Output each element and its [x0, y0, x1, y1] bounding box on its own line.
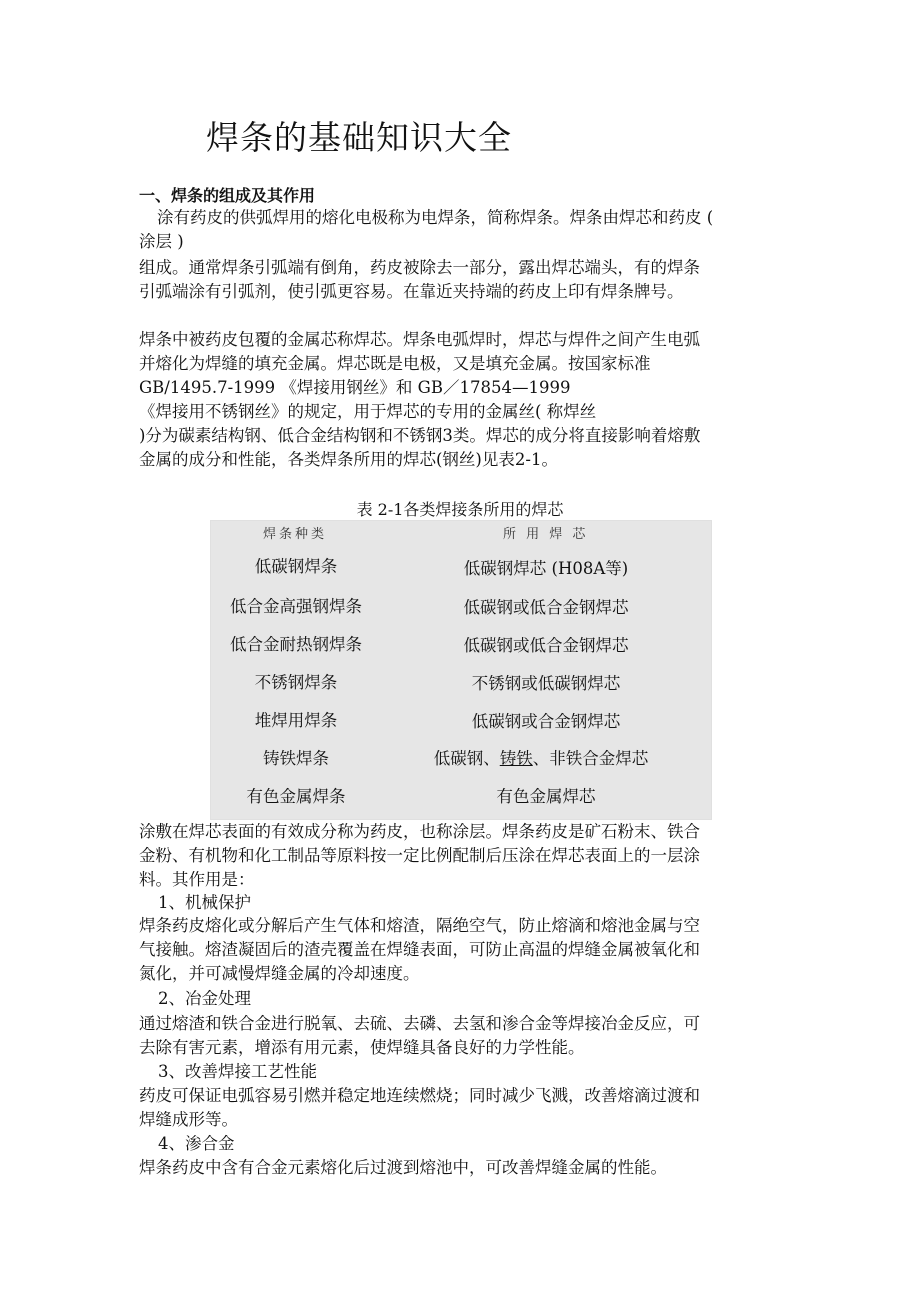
list-item-title: 3、改善焊接工艺性能 [158, 1062, 317, 1081]
paragraph-line: 《焊接用不锈钢丝》的规定，用于焊芯的专用的金属丝( 称焊丝 [139, 402, 597, 421]
paragraph-line: 焊条药皮中含有合金元素熔化后过渡到熔池中，可改善焊缝金属的性能。 [139, 1158, 667, 1177]
table-cell-core-part: 低碳钢、 [433, 749, 500, 768]
paragraph-line: 并熔化为焊缝的填充金属。焊芯既是电极，又是填充金属。按国家标准 [139, 354, 651, 373]
paragraph-line: 金属的成分和性能，各类焊条所用的焊芯(钢丝)见表2-1。 [139, 450, 558, 469]
table-cell-core: 低碳钢或低合金钢焊芯 [463, 636, 629, 655]
welding-core-table [210, 520, 712, 820]
list-item-title: 4、渗合金 [158, 1134, 235, 1153]
table-cell-core [434, 745, 649, 769]
paragraph-line: 气接触。熔渣凝固后的渣壳覆盖在焊缝表面，可防止高温的焊缝金属被氧化和 [139, 940, 700, 959]
table-cell-core: 有色金属焊芯 [496, 787, 596, 806]
table-cell-core: 低碳钢或合金钢焊芯 [471, 712, 621, 731]
table-cell-core: 不锈钢或低碳钢焊芯 [471, 674, 621, 693]
page-title: 焊条的基础知识大全 [206, 118, 512, 157]
table-cell-type: 铸铁焊条 [263, 749, 329, 768]
paragraph-line: 焊条中被药皮包覆的金属芯称焊芯。焊条电弧焊时，焊芯与焊件之间产生电弧 [139, 330, 700, 349]
table-header-type: 焊条种类 [263, 527, 328, 542]
table-cell-type: 低合金耐热钢焊条 [230, 635, 362, 654]
paragraph-line: 通过熔渣和铁合金进行脱氧、去硫、去磷、去氢和渗合金等焊接冶金反应，可 [139, 1014, 700, 1033]
paragraph-line: 去除有害元素，增添有用元素，使焊缝具备良好的力学性能。 [139, 1038, 585, 1057]
paragraph-line: 焊条药皮熔化或分解后产生气体和熔渣，隔绝空气，防止熔滴和熔池金属与空 [139, 916, 700, 935]
paragraph-line: 药皮可保证电弧容易引燃并稳定地连续燃烧；同时减少飞溅，改善熔滴过渡和 [139, 1086, 700, 1105]
list-item-title: 2、冶金处理 [158, 989, 251, 1008]
paragraph-line: 组成。通常焊条引弧端有倒角，药皮被除去一部分，露出焊芯端头，有的焊条 [139, 258, 700, 277]
paragraph-line: 涂层 ) [139, 232, 184, 251]
section-heading: 一、焊条的组成及其作用 [139, 186, 316, 205]
table-header-core: 所 用 焊 芯 [503, 527, 589, 542]
table-cell-type: 低合金高强钢焊条 [230, 597, 362, 616]
paragraph-line: GB/1495.7-1999 《焊接用钢丝》和 GB／17854—1999 [139, 378, 571, 397]
list-item-title: 1、机械保护 [158, 893, 251, 912]
table-cell-core: 低碳钢或低合金钢焊芯 [463, 598, 629, 617]
table-caption: 表 2-1各类焊接条所用的焊芯 [356, 500, 564, 519]
paragraph-line: 氮化，并可减慢焊缝金属的冷却速度。 [139, 964, 420, 983]
table-cell-type: 不锈钢焊条 [254, 673, 338, 692]
paragraph-line: 涂敷在焊芯表面的有效成分称为药皮，也称涂层。焊条药皮是矿石粉末、铁合 [139, 822, 700, 841]
paragraph-line: )分为碳素结构钢、低合金结构钢和不锈钢3类。焊芯的成分将直接影响着熔敷 [139, 426, 701, 445]
paragraph-line: 金粉、有机物和化工制品等原料按一定比例配制后压涂在焊芯表面上的一层涂 [139, 846, 700, 865]
table-cell-core: 低碳钢焊芯 (H08A等) [463, 559, 629, 578]
table-cell-core-part: 、非铁合金焊芯 [532, 749, 649, 768]
paragraph-line: 焊缝成形等。 [139, 1110, 238, 1129]
table-cell-type: 低碳钢焊条 [254, 557, 338, 576]
table-cell-type: 有色金属焊条 [246, 787, 346, 806]
paragraph-line: 引弧端涂有引弧剂，使引弧更容易。在靠近夹持端的药皮上印有焊条牌号。 [139, 282, 684, 301]
table-cell-type: 堆焊用焊条 [254, 711, 338, 730]
cast-iron-link[interactable]: 铸铁 [499, 749, 533, 768]
paragraph-line: 料。其作用是： [139, 870, 255, 889]
paragraph-line: 涂有药皮的供弧焊用的熔化电极称为电焊条，简称焊条。焊条由焊芯和药皮 ( [157, 208, 714, 227]
